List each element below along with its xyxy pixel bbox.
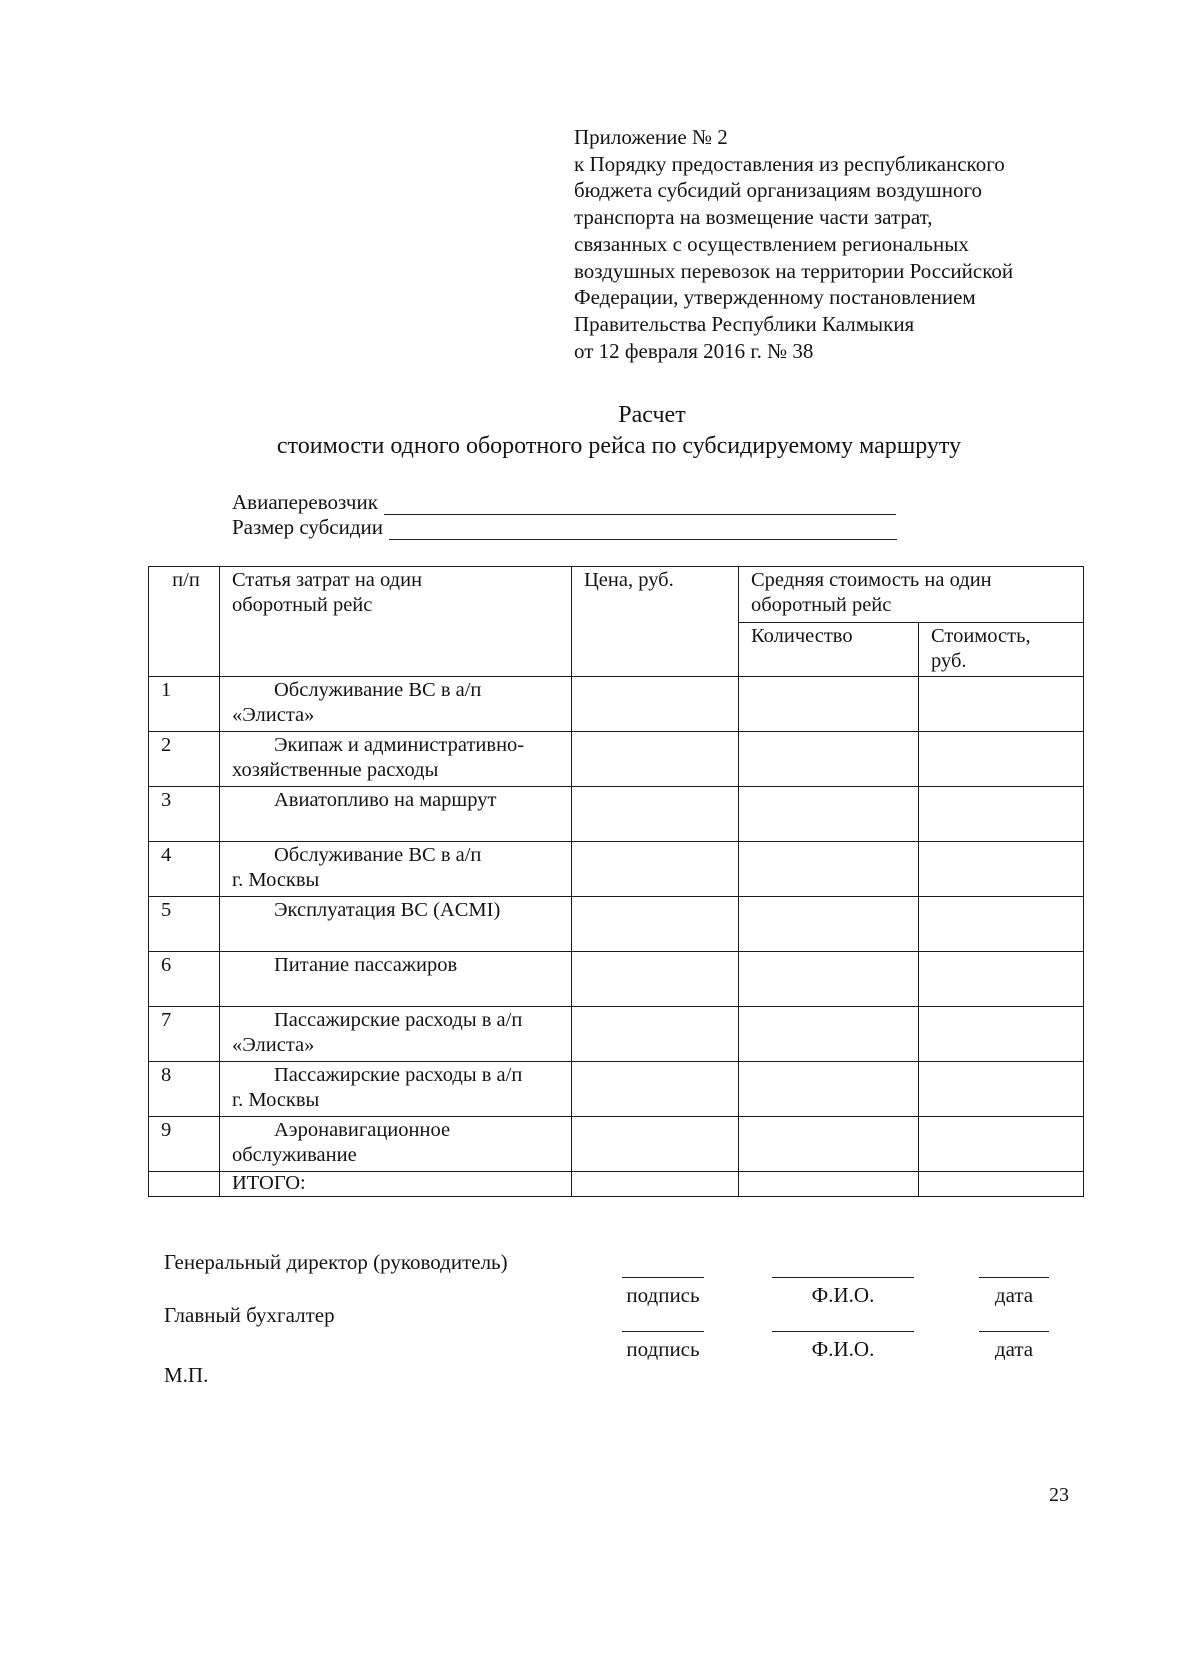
- director-signature-line[interactable]: подпись: [622, 1277, 704, 1308]
- cost-table: [148, 566, 1084, 1197]
- appendix-line: Правительства Республики Калмыкия: [574, 311, 915, 336]
- row-quantity-cell[interactable]: [739, 1117, 919, 1172]
- total-row: [149, 1172, 1084, 1197]
- carrier-label: Авиаперевозчик: [232, 490, 378, 514]
- table-header-row: [149, 567, 1084, 623]
- appendix-line: Приложение № 2: [574, 125, 728, 149]
- row-item-line: «Элиста»: [232, 704, 315, 726]
- row-quantity-cell[interactable]: [739, 897, 919, 952]
- row-cost-cell[interactable]: [919, 1007, 1084, 1062]
- row-cost-cell[interactable]: [919, 732, 1084, 787]
- row-item: [220, 1062, 572, 1117]
- header-num: п/п: [149, 567, 220, 677]
- row-cost-cell[interactable]: [919, 1062, 1084, 1117]
- appendix-header: [574, 124, 1094, 364]
- row-cost-cell[interactable]: [919, 787, 1084, 842]
- appendix-line: бюджета субсидий организациям воздушного: [574, 178, 983, 203]
- header-quantity: Количество: [739, 623, 919, 677]
- row-item: [220, 842, 572, 897]
- header-average-line: Средняя стоимость на один: [751, 569, 992, 591]
- accountant-name-line[interactable]: Ф.И.О.: [772, 1331, 914, 1362]
- table-row: [149, 1117, 1084, 1172]
- page-number: 23: [1049, 1484, 1069, 1506]
- row-num: 7: [149, 1007, 220, 1062]
- row-quantity-cell[interactable]: [739, 732, 919, 787]
- subsidy-label: Размер субсидии: [232, 515, 384, 539]
- row-quantity-cell[interactable]: [739, 1007, 919, 1062]
- appendix-line: транспорта на возмещение части затрат,: [574, 205, 933, 230]
- row-price-cell[interactable]: [572, 1117, 739, 1172]
- carrier-input-line[interactable]: [384, 494, 896, 515]
- row-price-cell[interactable]: [572, 952, 739, 1007]
- document-title: Расчет: [618, 402, 686, 428]
- row-price-cell[interactable]: [572, 677, 739, 732]
- appendix-line: связанных с осуществлением региональных: [574, 231, 969, 256]
- row-num: 5: [149, 897, 220, 952]
- row-cost-cell[interactable]: [919, 897, 1084, 952]
- header-price: Цена, руб.: [572, 567, 739, 677]
- row-item-line: г. Москвы: [232, 869, 320, 891]
- table-row: [149, 952, 1084, 1007]
- accountant-signature-line[interactable]: подпись: [622, 1331, 704, 1362]
- header-cost-line: руб.: [931, 650, 967, 672]
- row-quantity-cell[interactable]: [739, 677, 919, 732]
- row-cost-cell[interactable]: [919, 842, 1084, 897]
- row-item: [220, 952, 572, 1007]
- row-item-line: Питание пассажиров: [274, 954, 458, 976]
- row-price-cell[interactable]: [572, 1062, 739, 1117]
- total-price-cell[interactable]: [572, 1172, 739, 1197]
- appendix-line: Федерации, утвержденному постановлением: [574, 285, 976, 310]
- appendix-line: от 12 февраля 2016 г. № 38: [574, 338, 814, 363]
- total-quantity-cell[interactable]: [739, 1172, 919, 1197]
- carrier-field: [232, 489, 896, 515]
- row-item-line: Обслуживание ВС в а/п: [274, 679, 482, 701]
- total-cost-cell[interactable]: [919, 1172, 1084, 1197]
- row-num: 4: [149, 842, 220, 897]
- row-num: 2: [149, 732, 220, 787]
- row-cost-cell[interactable]: [919, 677, 1084, 732]
- row-item: [220, 732, 572, 787]
- row-item: [220, 1007, 572, 1062]
- stamp-place: М.П.: [164, 1363, 209, 1387]
- table-row: [149, 1007, 1084, 1062]
- row-price-cell[interactable]: [572, 1007, 739, 1062]
- total-label: ИТОГО:: [220, 1172, 572, 1197]
- row-item-line: обслуживание: [232, 1144, 357, 1166]
- row-item-line: хозяйственные расходы: [232, 759, 439, 781]
- subsidy-field: [232, 514, 897, 540]
- header-average-line: оборотный рейс: [751, 594, 892, 616]
- row-item-line: г. Москвы: [232, 1089, 320, 1111]
- row-num: 6: [149, 952, 220, 1007]
- accountant-date-line[interactable]: дата: [979, 1331, 1049, 1362]
- director-name-line[interactable]: Ф.И.О.: [772, 1277, 914, 1308]
- table-row: [149, 677, 1084, 732]
- row-item-line: Эксплуатация ВС (ACMI): [274, 899, 501, 921]
- table-row: [149, 842, 1084, 897]
- row-item: [220, 1117, 572, 1172]
- director-date-line[interactable]: дата: [979, 1277, 1049, 1308]
- row-item: [220, 787, 572, 842]
- row-price-cell[interactable]: [572, 732, 739, 787]
- document-subtitle: стоимости одного оборотного рейса по субсидируемому маршруту: [276, 433, 962, 459]
- row-cost-cell[interactable]: [919, 952, 1084, 1007]
- subsidy-input-line[interactable]: [389, 519, 897, 540]
- row-quantity-cell[interactable]: [739, 952, 919, 1007]
- director-label: Генеральный директор (руководитель): [164, 1250, 508, 1274]
- appendix-line: воздушных перевозок на территории Российской: [574, 258, 1014, 283]
- row-item-line: Пассажирские расходы в а/п: [274, 1009, 523, 1031]
- header-item: [220, 567, 572, 677]
- header-item-line: Статья затрат на один: [232, 569, 423, 591]
- header-cost-line: Стоимость,: [931, 625, 1031, 647]
- row-price-cell[interactable]: [572, 897, 739, 952]
- row-num: 9: [149, 1117, 220, 1172]
- row-num: 1: [149, 677, 220, 732]
- row-num: 8: [149, 1062, 220, 1117]
- row-quantity-cell[interactable]: [739, 842, 919, 897]
- total-num-cell: [149, 1172, 220, 1197]
- accountant-label: Главный бухгалтер: [164, 1303, 335, 1327]
- row-quantity-cell[interactable]: [739, 787, 919, 842]
- table-row: [149, 1062, 1084, 1117]
- header-average: [739, 567, 1084, 623]
- table-row: [149, 787, 1084, 842]
- table-row: [149, 897, 1084, 952]
- row-quantity-cell[interactable]: [739, 1062, 919, 1117]
- row-num: 3: [149, 787, 220, 842]
- row-item-line: «Элиста»: [232, 1034, 315, 1056]
- table-row: [149, 732, 1084, 787]
- row-item-line: Обслуживание ВС в а/п: [274, 844, 482, 866]
- header-item-line: оборотный рейс: [232, 594, 373, 616]
- row-item: [220, 897, 572, 952]
- header-cost: [919, 623, 1084, 677]
- row-item-line: Пассажирские расходы в а/п: [274, 1064, 523, 1086]
- appendix-line: к Порядку предоставления из республиканского: [574, 151, 1005, 176]
- row-price-cell[interactable]: [572, 787, 739, 842]
- row-item-line: Авиатопливо на маршрут: [274, 789, 497, 811]
- row-cost-cell[interactable]: [919, 1117, 1084, 1172]
- row-item-line: Экипаж и административно-: [274, 734, 525, 756]
- row-item-line: Аэронавигационное: [274, 1119, 451, 1141]
- row-price-cell[interactable]: [572, 842, 739, 897]
- row-item: [220, 677, 572, 732]
